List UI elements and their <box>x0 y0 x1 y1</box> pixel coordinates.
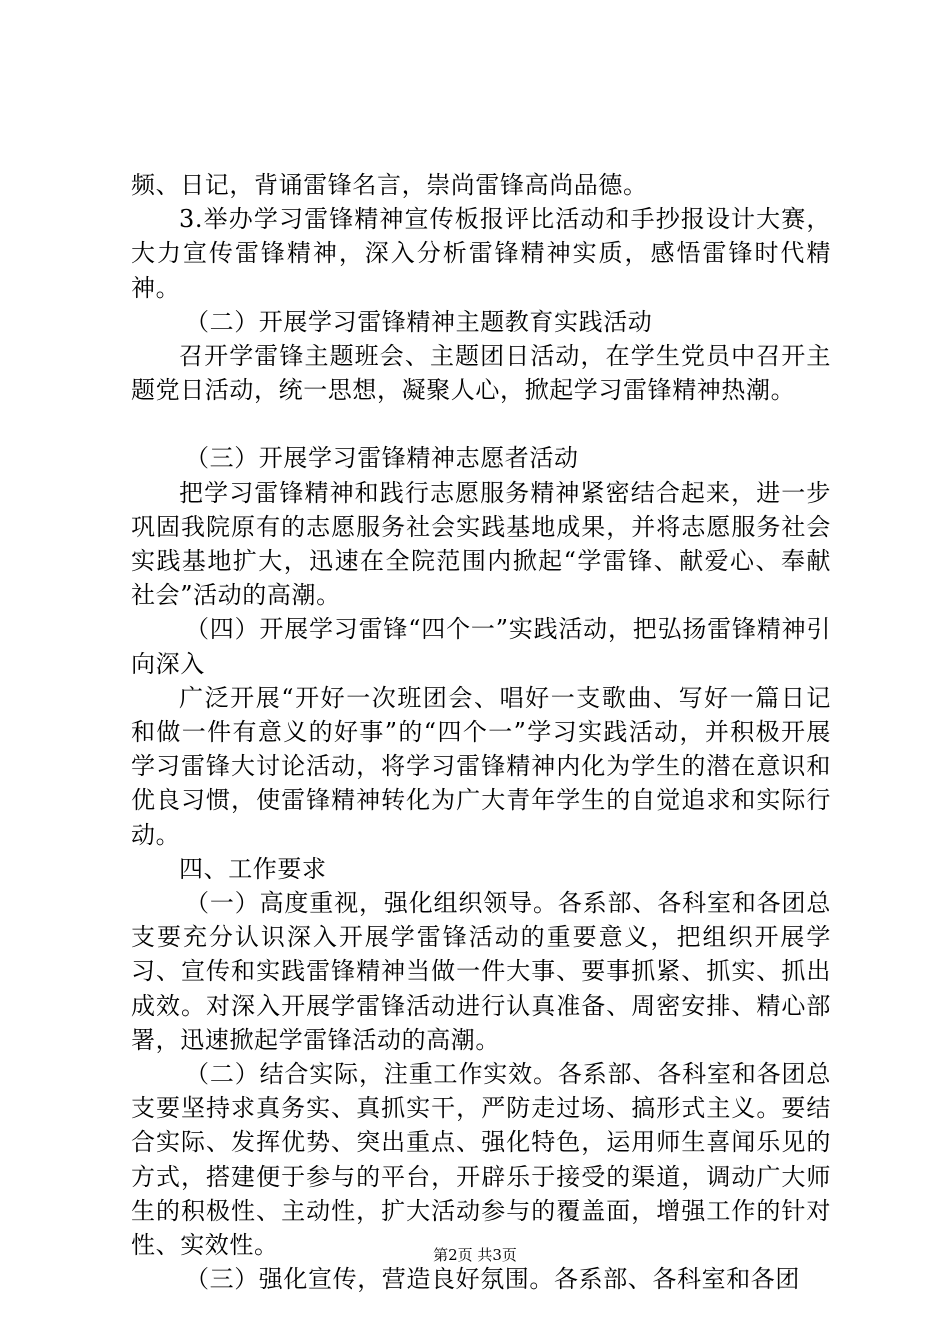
subheading-four: （四）开展学习雷锋“四个一”实践活动，把弘扬雷锋精神引向深入 <box>131 615 831 678</box>
section-heading-requirements: 四、工作要求 <box>179 854 327 883</box>
subheading-two: （二）开展学习雷锋精神主题教育实践活动 <box>185 307 653 336</box>
paragraph-volunteer: 把学习雷锋精神和践行志愿服务精神紧密结合起来，进一步巩固我院原有的志愿服务社会实践基地成果，并将志愿服务社会实践基地扩大，迅速在全院范围内掀起“学雷锋、献爱心、奉献社会”活动的高潮。 <box>131 478 831 610</box>
paragraph-theme-activities: 召开学雷锋主题班会、主题团日活动，在学生党员中召开主题党日活动，统一思想，凝聚人心，掀起学习雷锋精神热潮。 <box>131 342 831 405</box>
paragraph-requirement-2: （二）结合实际，注重工作实效。各系部、各科室和各团总支要坚持求真务实、真抓实干，严防走过场、搞形式主义。要结合实际、发挥优势、突出重点、强化特色，运用师生喜闻乐见的方式，搭建便于参与的平台，开辟乐于接受的渠道，调动广大师生的积极性、主动性，扩大活动参与的覆盖面，增强工作的针对性、实效性。 <box>131 1060 831 1260</box>
paragraph-four-ones: 广泛开展“开好一次班团会、唱好一支歌曲、写好一篇日记和做一件有意义的好事”的“四个一”学习实践活动，并积极开展学习雷锋大讨论活动，将学习雷锋精神内化为学生的潜在意识和优良习惯，使雷锋精神转化为广大青年学生的自觉追求和实际行动。 <box>131 683 831 849</box>
subheading-three: （三）开展学习雷锋精神志愿者活动 <box>185 444 579 473</box>
page-footer: 第2页 共3页 <box>433 1246 517 1264</box>
document-body <box>131 168 831 1297</box>
paragraph-continuation: 频、日记，背诵雷锋名言，崇尚雷锋高尚品德。 <box>131 171 648 199</box>
paragraph-gap <box>131 407 831 441</box>
paragraph-requirement-3: （三）强化宣传，营造良好氛围。各系部、各科室和各团 <box>185 1265 800 1294</box>
paragraph-requirement-1: （一）高度重视，强化组织领导。各系部、各科室和各团总支要充分认识深入开展学雷锋活动的重要意义，把组织开展学习、宣传和实践雷锋精神当做一件大事、要事抓紧、抓实、抓出成效。对深入开展学雷锋活动进行认真准备、周密安排、精心部署，迅速掀起学雷锋活动的高潮。 <box>131 889 831 1054</box>
paragraph-item-3: 3.举办学习雷锋精神宣传板报评比活动和手抄报设计大赛，大力宣传雷锋精神，深入分析雷锋精神实质，感悟雷锋时代精神。 <box>131 205 831 302</box>
